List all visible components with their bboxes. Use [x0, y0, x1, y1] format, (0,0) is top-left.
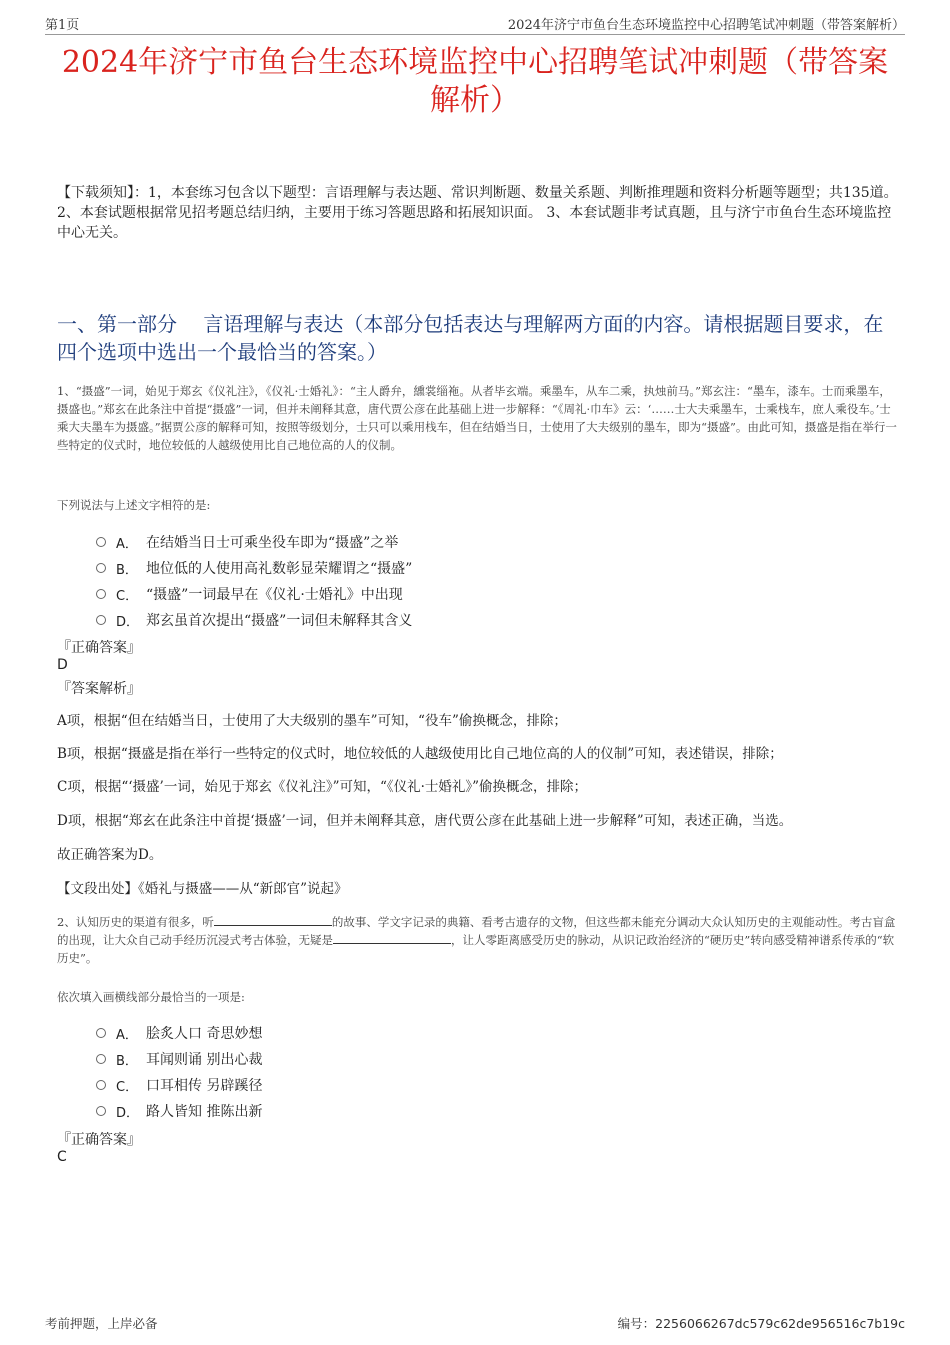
q1-answer-label: 『正确答案』: [57, 640, 141, 656]
download-notice: 【下载须知】：1，本套练习包含以下题型：言语理解与表达题、常识判断题、数量关系题、判断推理题和资料分析题等题型；共135道。 2、本套试题根据常见招考题总结归纳，主要用于练习答题思路和拓展知识面。 3、本套试题非考试真题，且与济宁市鱼台生态环境监控中心无关。: [57, 185, 898, 241]
q2-option-b[interactable]: B． 耳闻则诵 别出心裁: [96, 1046, 262, 1072]
document-title: [40, 44, 910, 120]
title-line-2: 解析）: [430, 83, 520, 118]
fill-blank-1[interactable]: [214, 913, 332, 926]
radio-icon[interactable]: [96, 589, 106, 599]
q1-source: 【文段出处】《婚礼与摄盛——从“新郎官”说起》: [57, 881, 348, 897]
footer-slogan: 考前押题，上岸必备: [45, 1316, 158, 1331]
q1-prompt: 下列说法与上述文字相符的是:: [57, 498, 211, 512]
q2-answer: C: [57, 1149, 67, 1165]
title-line-1: 2024年济宁市鱼台生态环境监控中心招聘笔试冲刺题（带答案: [61, 45, 889, 80]
radio-icon[interactable]: [96, 1028, 106, 1038]
q2-option-d[interactable]: D． 路人皆知 推陈出新: [96, 1098, 262, 1124]
radio-icon[interactable]: [96, 563, 106, 573]
radio-icon[interactable]: [96, 537, 106, 547]
page-number: 第1页: [45, 18, 80, 33]
q2-prompt: 依次填入画横线部分最恰当的一项是:: [57, 990, 245, 1004]
q2-stem: 2、认知历史的渠道有很多，听 的故事、学文字记录的典籍、看考古遗存的文物，但这些都未能充分调动大众认知历史的主观能动性。考古盲盒的出现，让大众自己动手经历沉浸式考古体验，无疑是 ，让人零距离感受历史的脉动，从识记政治经济的“硬历史”转向感受精神谱系传承的“软历史”。: [57, 915, 896, 965]
q1-conclusion: 故正确答案为D。: [57, 847, 163, 863]
header-doc-title: 2024年济宁市鱼台生态环境监控中心招聘笔试冲刺题（带答案解析）: [507, 18, 905, 33]
radio-icon[interactable]: [96, 1054, 106, 1064]
radio-icon[interactable]: [96, 615, 106, 625]
fill-blank-2[interactable]: [333, 931, 451, 944]
q1-answer: D: [57, 657, 68, 673]
q2-option-a[interactable]: A． 脍炙人口 奇思妙想: [96, 1020, 262, 1046]
q1-options: [96, 529, 412, 633]
q1-option-d[interactable]: D． 郑玄虽首次提出“摄盛”一词但未解释其含义: [96, 607, 412, 633]
q1-analysis-d: D项，根据“郑玄在此条注中首提‘摄盛’一词，但并未阐释其意，唐代贾公彦在此基础上进一步解释”可知，表述正确，当选。: [57, 813, 793, 829]
q2-options: [96, 1020, 262, 1124]
radio-icon[interactable]: [96, 1080, 106, 1090]
q1-analysis-b: B项，根据“摄盛是指在举行一些特定的仪式时，地位较低的人越级使用比自己地位高的人的仪制”可知，表述错误，排除；: [57, 746, 783, 762]
q1-analysis-label: 『答案解析』: [57, 681, 141, 697]
q1-stem: 1、“摄盛”一词，始见于郑玄《仪礼注》，《仪礼·士婚礼》：“主人爵弁，纁裳缁袘。从者毕玄端。乘墨车，从车二乘，执烛前马。”郑玄注：“墨车，漆车。士而乘墨车，摄盛也。”郑玄在此条注中首提“摄盛”一词，但并未阐释其意，唐代贾公彦在此基础上进一步解释：“《周礼·巾车》云：‘……士大夫乘墨车，士乘栈车，庶人乘役车。’士乘大夫墨车为摄盛。”据贾公彦的解释可知，按照等级划分，士只可以乘用栈车，但在结婚当日，士使用了大夫级别的墨车，即为“摄盛”。由此可知，摄盛是指在举行一些特定的仪式时，地位较低的人越级使用比自己地位高的人的仪制。: [57, 384, 897, 452]
q2-option-c[interactable]: C． 口耳相传 另辟蹊径: [96, 1072, 262, 1098]
section-title: 一、第一部分 言语理解与表达（本部分包括表达与理解两方面的内容。请根据题目要求，在四个选项中选出一个最恰当的答案。）: [57, 312, 884, 364]
page-footer: [45, 1314, 905, 1332]
footer-code: 编号：2256066267dc579c62de956516c7b19c: [617, 1316, 905, 1331]
page-header: [45, 14, 905, 35]
q2-answer-label: 『正确答案』: [57, 1132, 141, 1148]
radio-icon[interactable]: [96, 1106, 106, 1116]
q1-analysis-a: A项，根据“但在结婚当日，士使用了大夫级别的墨车”可知，“役车”偷换概念，排除；: [57, 713, 567, 729]
q1-option-b[interactable]: B． 地位低的人使用高礼数彰显荣耀谓之“摄盛”: [96, 555, 412, 581]
q1-option-c[interactable]: C． “摄盛”一词最早在《仪礼·士婚礼》中出现: [96, 581, 412, 607]
q1-option-a[interactable]: A． 在结婚当日士可乘坐役车即为“摄盛”之举: [96, 529, 412, 555]
q1-analysis-c: C项，根据“‘摄盛’一词，始见于郑玄《仪礼注》”可知，“《仪礼·士婚礼》”偷换概念，排除；: [57, 779, 588, 795]
